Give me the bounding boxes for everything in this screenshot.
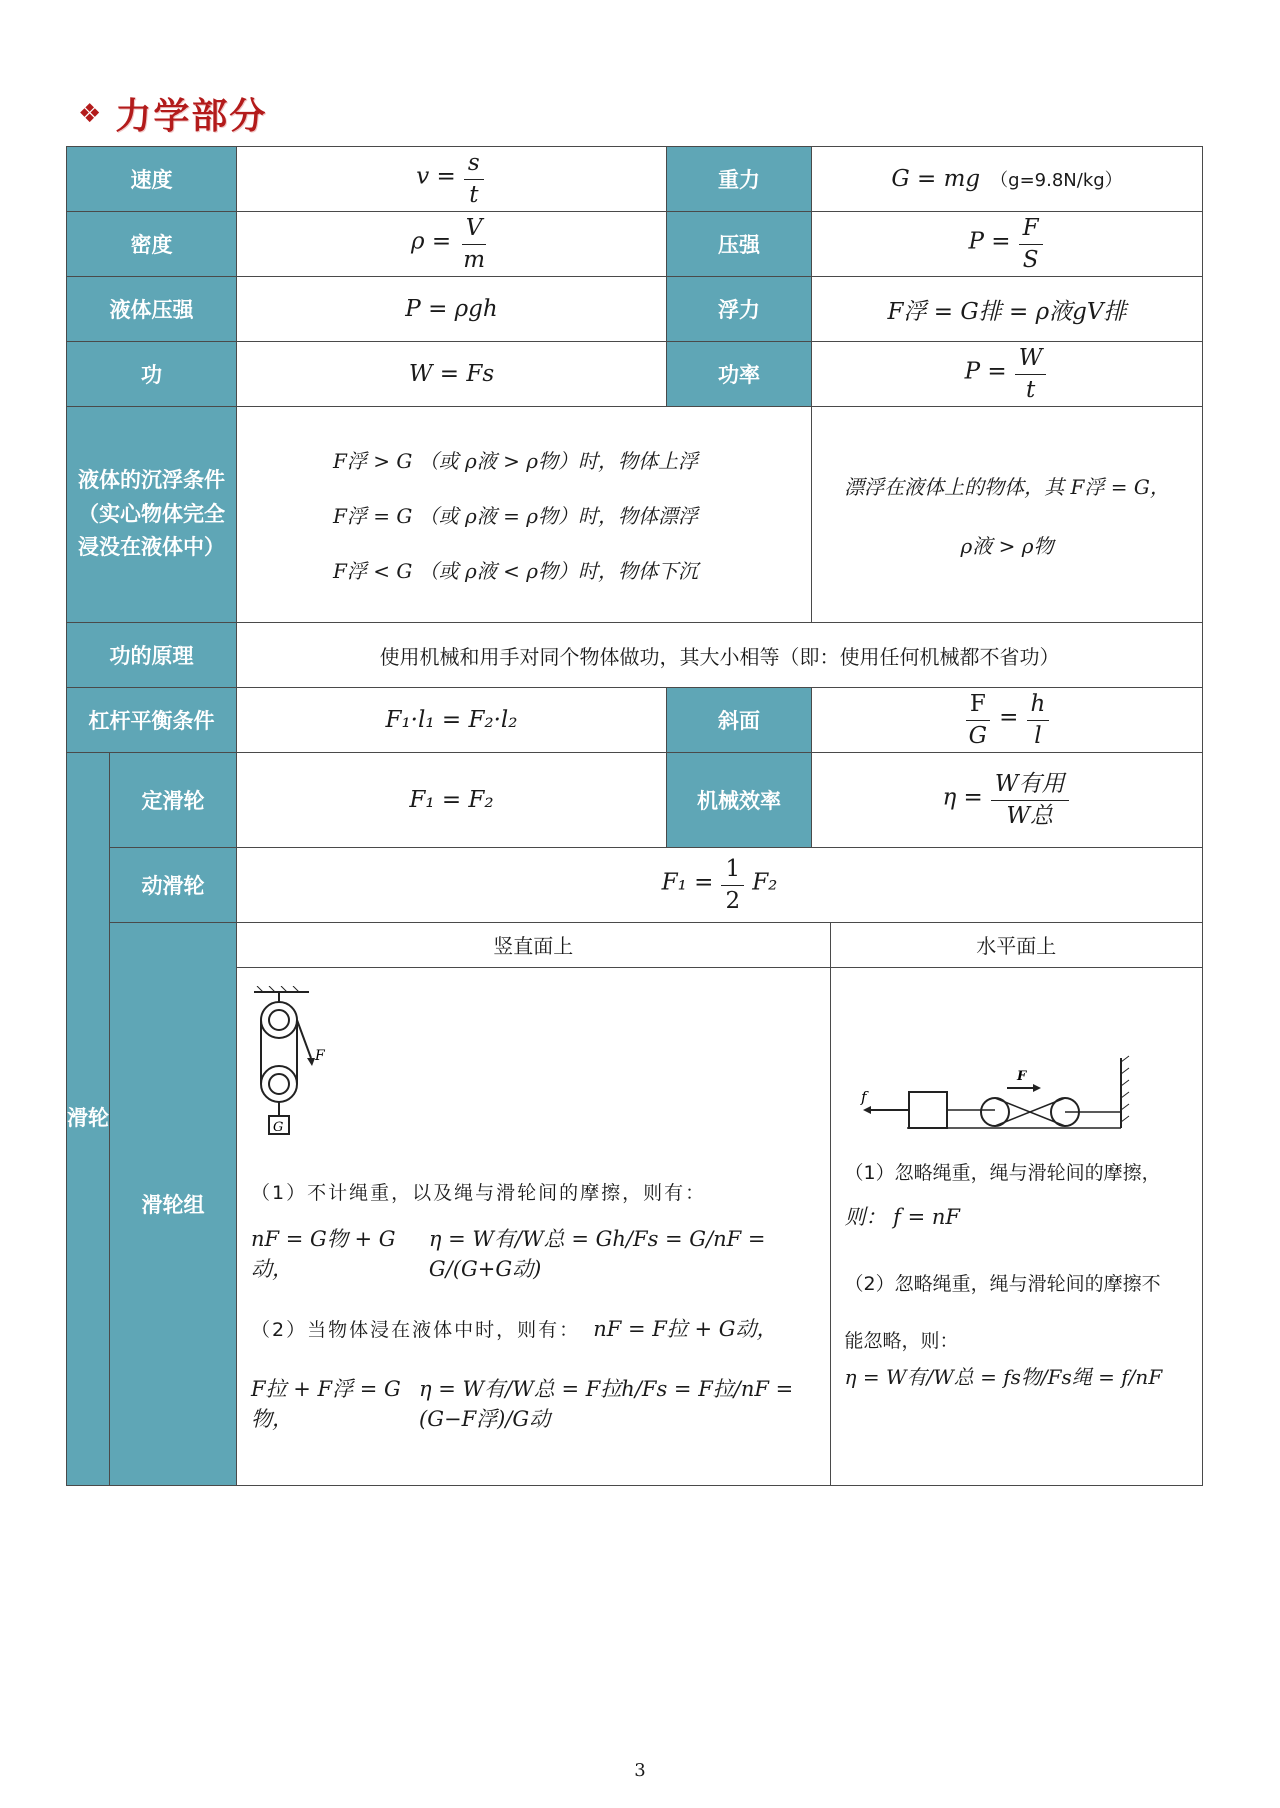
formula-incline: $\frac{F}{G}$ = $\frac{h}{l}$	[812, 688, 1203, 753]
formula-liquid-pressure: P = ρgh	[237, 277, 667, 342]
horizontal-force-label: F	[1016, 1068, 1026, 1084]
sink-float-conditions	[237, 407, 812, 623]
horizontal-case-1: （1）忽略绳重，绳与滑轮间的摩擦，	[844, 1161, 1161, 1184]
text-work-principle: 使用机械和用手对同个物体做功，其大小相等（即：使用任何机械都不省功）	[237, 623, 1203, 688]
label-pulley-block: 滑轮组	[110, 923, 237, 1486]
horizontal-eta: η = W有/W总 = fs物/Fs绳 = f/nF	[844, 1364, 1163, 1389]
label-work: 功	[67, 342, 237, 407]
formula-efficiency: η = $\frac{\text{W有用}}{\text{W总}}$	[812, 753, 1203, 848]
label-fixed-pulley: 定滑轮	[110, 753, 237, 848]
formula-lever: F₁·l₁ = F₂·l₂	[237, 688, 667, 753]
row-sink-float	[67, 407, 1203, 623]
force-label: F	[315, 1047, 325, 1064]
horizontal-eq-1: 则： f = nF	[844, 1204, 960, 1229]
header-vertical: 竖直面上	[237, 923, 830, 967]
vertical-eq-3: F拉 + F浮 = G物，	[251, 1376, 401, 1431]
row-speed-gravity	[67, 147, 1203, 212]
formula-table	[66, 146, 1203, 1486]
formula-gravity: G = mg （g=9.8N/kg）	[812, 147, 1203, 212]
section-title-text: 力学部分	[115, 96, 268, 137]
horizontal-case	[830, 967, 1202, 1485]
label-lever: 杠杆平衡条件	[67, 688, 237, 753]
label-buoyancy: 浮力	[667, 277, 812, 342]
vertical-case-2: （2）当物体浸在液体中时，则有：	[251, 1318, 581, 1341]
row-lever-incline	[67, 688, 1203, 753]
header-horizontal: 水平面上	[830, 923, 1202, 967]
vertical-case	[237, 967, 830, 1485]
vertical-pulley-diagram	[249, 986, 339, 1156]
row-movable-pulley	[67, 848, 1203, 923]
formula-buoyancy: F浮 = G排 = ρ液gV排	[812, 277, 1203, 342]
label-liquid-pressure: 液体压强	[67, 277, 237, 342]
section-title	[78, 88, 267, 139]
page-number: 3	[634, 1760, 646, 1781]
row-fixed-pulley	[67, 753, 1203, 848]
vertical-eta-2: η = W有/W总 = F拉h/Fs = F拉/nF = (G−F浮)/G动	[419, 1376, 794, 1431]
label-speed: 速度	[67, 147, 237, 212]
label-efficiency: 机械效率	[667, 753, 812, 848]
formula-pressure: P = $\frac{F}{S}$	[812, 212, 1203, 277]
pulley-block-content	[237, 923, 1203, 1486]
horizontal-pulley-diagram	[847, 1048, 1147, 1138]
row-work-principle	[67, 623, 1203, 688]
horizontal-case-2: （2）忽略绳重，绳与滑轮间的摩擦不	[844, 1272, 1161, 1295]
formula-speed: v = $\frac{s}{t}$	[237, 147, 667, 212]
formula-fixed-pulley: F₁ = F₂	[237, 753, 667, 848]
row-liquid-buoyancy	[67, 277, 1203, 342]
label-pressure: 压强	[667, 212, 812, 277]
floating-note: 漂浮在液体上的物体，其 F浮 = G， ρ液 > ρ物	[812, 407, 1203, 623]
row-pulley-block	[67, 923, 1203, 1486]
label-movable-pulley: 动滑轮	[110, 848, 237, 923]
condition-sink: F浮 < G （或 ρ液 < ρ物）时，物体下沉	[333, 559, 699, 583]
condition-float: F浮 = G （或 ρ液 = ρ物）时，物体漂浮	[333, 504, 699, 528]
formula-movable-pulley: F₁ = $\frac{1}{2}$ F₂	[237, 848, 1203, 923]
friction-label: f	[860, 1087, 867, 1106]
label-work-principle: 功的原理	[67, 623, 237, 688]
formula-work: W = Fs	[237, 342, 667, 407]
row-work-power	[67, 342, 1203, 407]
vertical-eq-1: nF = G物 + G动，	[251, 1226, 396, 1281]
label-density: 密度	[67, 212, 237, 277]
vertical-eta-1: η = W有/W总 = Gh/Fs = G/nF = G/(G+G动)	[428, 1226, 766, 1281]
label-sink-float: 液体的沉浮条件（实心物体完全浸没在液体中）	[67, 407, 237, 623]
label-incline: 斜面	[667, 688, 812, 753]
vertical-case-1: （1）不计绳重，以及绳与滑轮间的摩擦，则有：	[251, 1181, 707, 1204]
formula-power: P = $\frac{W}{t}$	[812, 342, 1203, 407]
weight-label: G	[273, 1119, 284, 1135]
condition-rise: F浮 > G （或 ρ液 > ρ物）时，物体上浮	[333, 449, 699, 473]
horizontal-case-2b: 能忽略，则：	[844, 1329, 959, 1352]
label-gravity: 重力	[667, 147, 812, 212]
diamond-bullet-icon: ❖	[78, 98, 102, 129]
label-pulley: 滑轮	[67, 753, 110, 1486]
vertical-eq-2: nF = F拉 + G动，	[593, 1316, 778, 1341]
formula-density: ρ = $\frac{V}{m}$	[237, 212, 667, 277]
label-power: 功率	[667, 342, 812, 407]
row-density-pressure	[67, 212, 1203, 277]
